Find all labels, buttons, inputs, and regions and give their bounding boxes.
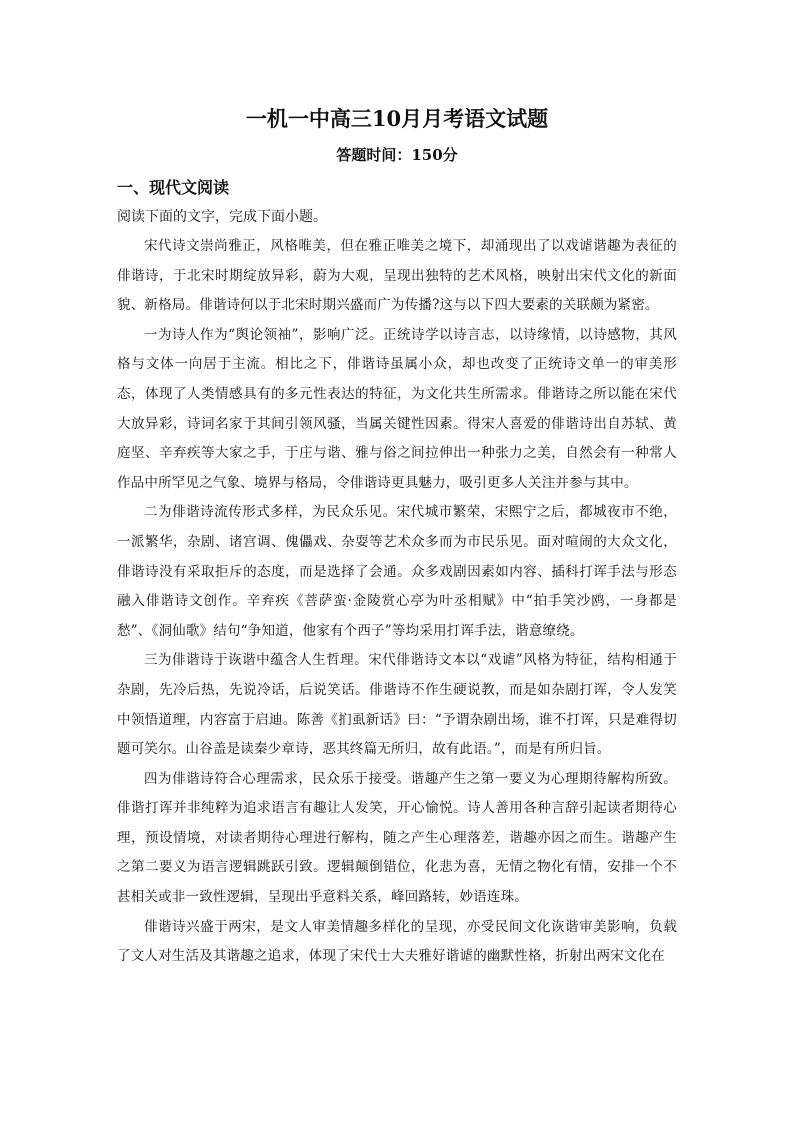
passage-paragraph: 四为俳谐诗符合心理需求，民众乐于接受。谐趣产生之第一要义为心理期待解构所致。俳谐打诨并非纯粹为追求语言有趣让人发笑，开心愉悦。诗人善用各种言辞引起读者期待心理，预设情境，对读者期待心理进行解构，随之产生心理落差，谐趣亦因之而生。谐趣产生之第二要义为语言逻辑跳跃引致。逻辑颠倒错位，化悲为喜，无情之物化有情，安排一个不甚相关或非一致性逻辑，呈现出乎意料关系，峰回路转，妙语连珠。 (117, 770, 677, 906)
passage-paragraph: 俳谐诗兴盛于两宋，是文人审美情趣多样化的呈现，亦受民间文化诙谐审美影响，负载了文人对生活及其谐趣之追求，体现了宋代士大夫雅好谐谑的幽默性格，折射出两宋文化在 (117, 918, 677, 965)
passage-paragraph: 一为诗人作为“舆论领袖”，影响广泛。正统诗学以诗言志，以诗缘情，以诗感物，其风格与文体一向居于主流。相比之下，俳谐诗虽属小众，却也改变了正统诗文单一的审美形态，体现了人类情感具有的多元性表达的特征，为文化共生所需求。俳谐诗之所以能在宋代大放异彩，诗词名家于其间引领风骚，当属关键性因素。得宋人喜爱的俳谐诗出自苏轼、黄庭坚、辛弃疾等大家之手，于庄与谐、雅与俗之间拉伸出一种张力之美，自然会有一种常人作品中所罕见之气象、境界与格局，令俳谐诗更具魅力，吸引更多人关注并参与其中。 (117, 326, 677, 491)
passage-paragraph: 二为俳谐诗流传形式多样，为民众乐见。宋代城市繁荣，宋熙宁之后，都城夜市不绝，一派繁华，杂剧、诸宫调、傀儡戏、杂耍等艺术众多而为市民乐见。面对喧闹的大众文化，俳谐诗没有采取拒斥的态度，而是选择了会通。众多戏剧因素如内容、插科打诨手法与形态融入俳谐诗文创作。辛弃疾《菩萨蛮·金陵赏心亭为叶丞相赋》中“拍手笑沙鸥，一身都是愁”、《洞仙歌》结句“争知道，他家有个西子”等均采用打诨手法，谐意缭绕。 (117, 504, 677, 639)
exam-duration: 答题时间：150分 (336, 146, 458, 164)
section-heading: 一、现代文阅读 (117, 178, 230, 197)
reading-instruction: 阅读下面的文字，完成下面小题。 (117, 209, 327, 225)
passage (117, 232, 677, 972)
exam-title: 一机一中高三10月月考语文试题 (245, 106, 549, 131)
passage-paragraph: 三为俳谐诗于诙谐中蕴含人生哲理。宋代俳谐诗文本以“戏谑”风格为特征，结构相通于杂剧，先冷后热，先说冷话，后说笑话。俳谐诗不作生硬说教，而是如杂剧打诨，令人发笑中领悟道理，内容富于启迪。陈善《扪虱新话》曰：“予谓杂剧出场，谁不打诨，只是难得切题可笑尔。山谷盖是读秦少章诗，恶其终篇无所归，故有此语。”，而是有所归旨。 (117, 652, 677, 758)
passage-paragraph: 宋代诗文崇尚雅正，风格唯美，但在雅正唯美之境下，却涌现出了以戏谑谐趣为表征的俳谐诗，于北宋时期绽放异彩，蔚为大观，呈现出独特的艺术风格，映射出宋代文化的新面貌、新格局。俳谐诗何以于北宋时期兴盛而广为传播?这与以下四大要素的关联颇为紧密。 (117, 238, 677, 314)
